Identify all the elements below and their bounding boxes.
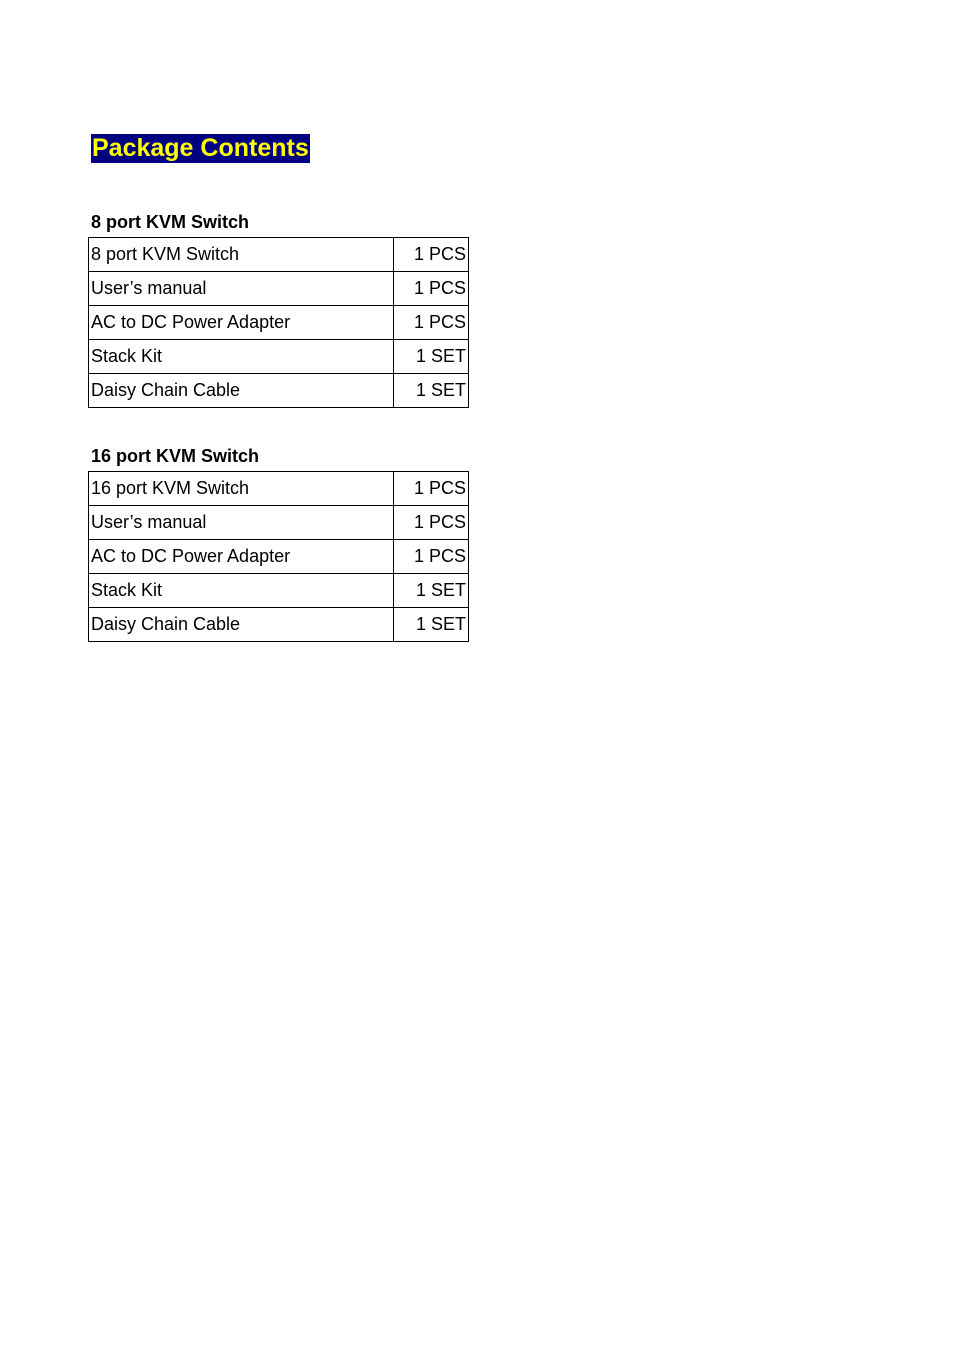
item-quantity: 1 SET [394,574,469,608]
item-quantity: 1 SET [394,608,469,642]
contents-table-8-port [88,237,469,408]
item-name: AC to DC Power Adapter [89,306,394,340]
item-name: 16 port KVM Switch [89,472,394,506]
table-row [89,306,469,340]
item-name: 8 port KVM Switch [89,238,394,272]
item-quantity: 1 PCS [394,272,469,306]
section-8-port [88,210,470,408]
table-row [89,340,469,374]
table-row [89,472,469,506]
item-name: Daisy Chain Cable [89,608,394,642]
page-title: Package Contents [92,134,309,162]
table-row [89,540,469,574]
item-name: Stack Kit [89,340,394,374]
table-row [89,608,469,642]
item-name: User’s manual [89,272,394,306]
item-quantity: 1 PCS [394,472,469,506]
table-row [89,374,469,408]
item-name: Daisy Chain Cable [89,374,394,408]
item-quantity: 1 PCS [394,306,469,340]
table-row [89,272,469,306]
item-name: AC to DC Power Adapter [89,540,394,574]
item-quantity: 1 SET [394,340,469,374]
section-heading: 8 port KVM Switch [91,212,250,232]
section-16-port [88,444,470,642]
item-quantity: 1 SET [394,374,469,408]
contents-table-16-port [88,471,469,642]
table-row [89,238,469,272]
section-heading: 16 port KVM Switch [91,446,260,466]
item-quantity: 1 PCS [394,238,469,272]
item-name: User’s manual [89,506,394,540]
table-row [89,574,469,608]
item-name: Stack Kit [89,574,394,608]
item-quantity: 1 PCS [394,540,469,574]
table-row [89,506,469,540]
item-quantity: 1 PCS [394,506,469,540]
